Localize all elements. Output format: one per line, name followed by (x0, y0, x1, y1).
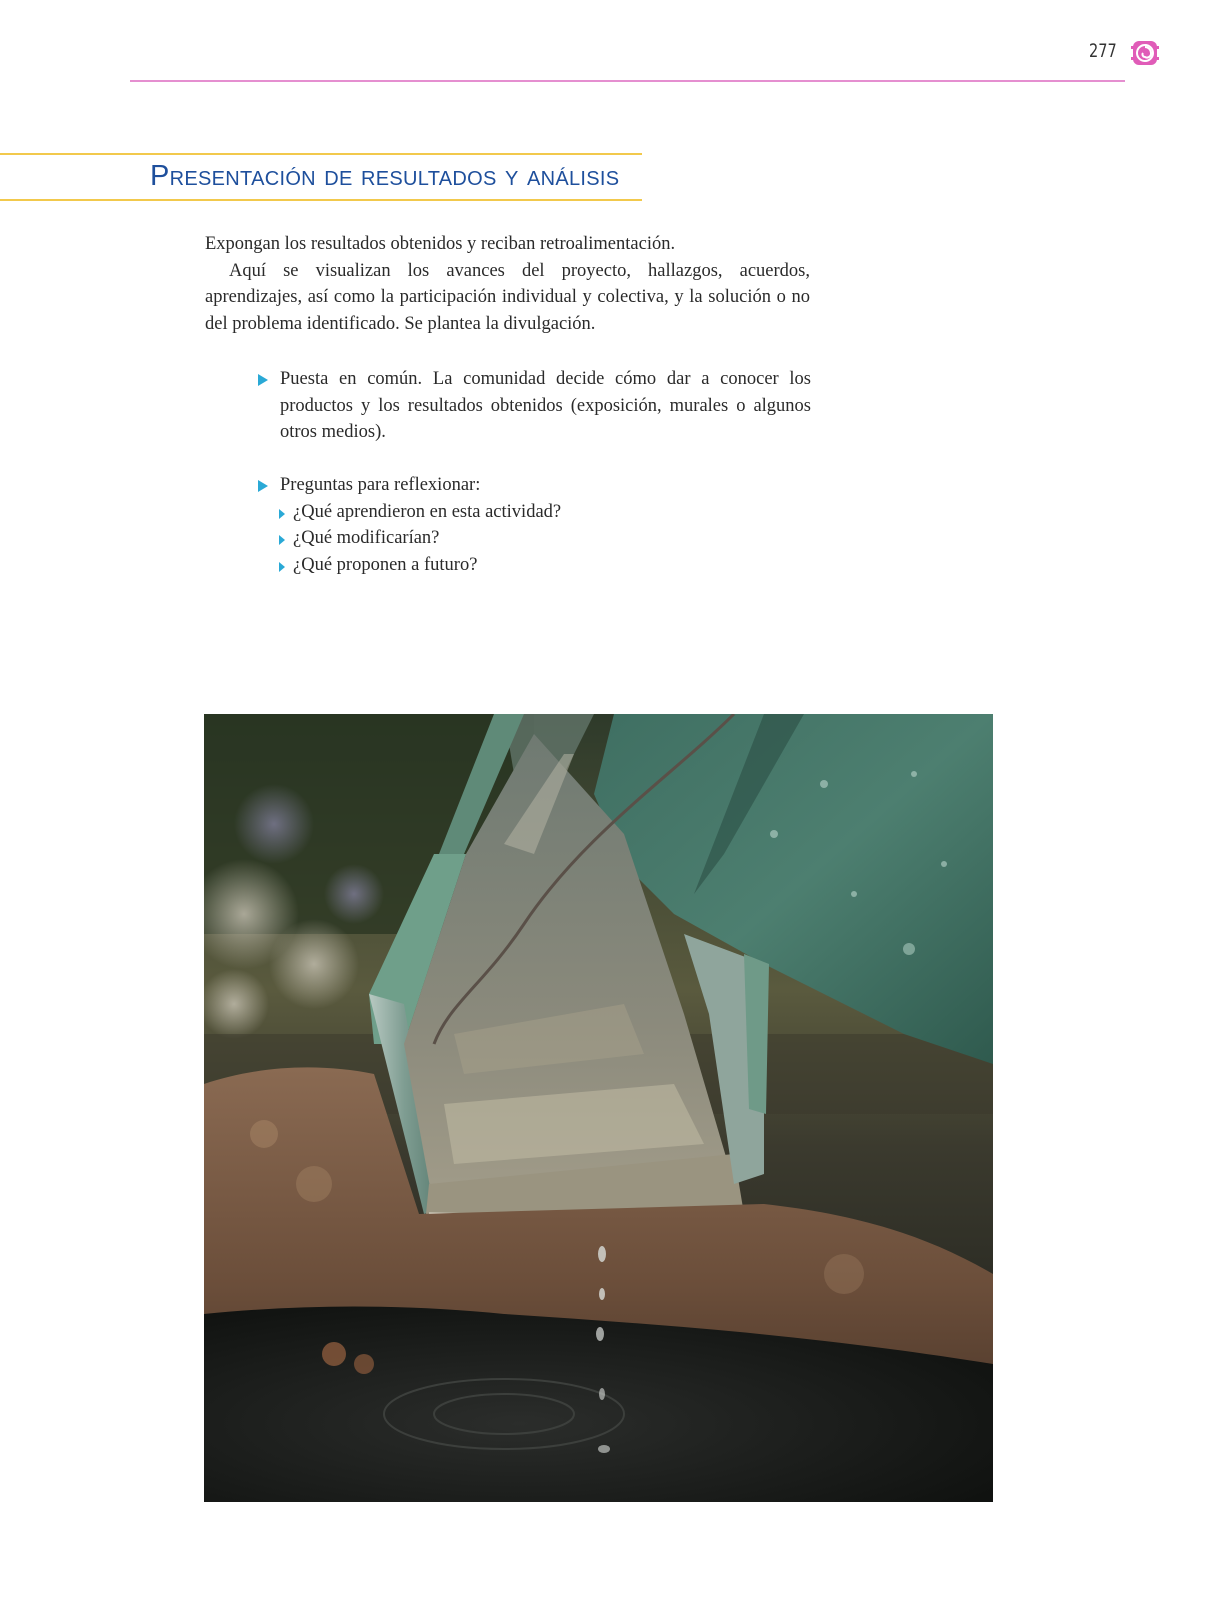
section-title-rule-top (0, 153, 642, 155)
section-title: Presentación de resultados y análisis (150, 160, 620, 192)
list-item (258, 552, 811, 579)
intro-paragraph-1: Expongan los resultados obtenidos y reciban retroalimentación. (205, 234, 676, 254)
triangle-bullet-icon (279, 535, 285, 545)
header-divider (130, 80, 1125, 82)
question-text: ¿Qué proponen a futuro? (293, 554, 478, 575)
page-number: 277 (1089, 40, 1117, 62)
bullet-preguntas (258, 472, 811, 578)
bullet-puesta-en-comun (258, 366, 811, 446)
bullet-item (258, 472, 811, 499)
rain-gutter-photo (204, 714, 993, 1502)
bullet-text: Preguntas para reflexionar: (280, 475, 481, 495)
list-item (258, 499, 811, 526)
list-item (258, 525, 811, 552)
question-text: ¿Qué modificarían? (293, 528, 440, 548)
page-ornament-icon (1130, 38, 1160, 68)
intro-paragraph-2: Aquí se visualizan los avances del proyecto, hallazgos, acuerdos, aprendizajes, así como la participación individual y colectiva, y la solución o no del problema identificado. Se plantea la divulgación. (205, 260, 810, 334)
bullet-item (258, 366, 811, 446)
bullet-text: Puesta en común. La comunidad decide cómo dar a conocer los productos y los resultados obtenidos (exposición, murales o algunos otros medios). (280, 369, 811, 442)
triangle-bullet-icon (279, 509, 285, 519)
question-text: ¿Qué aprendieron en esta actividad? (293, 501, 562, 522)
section-title-rule-bottom (0, 199, 642, 201)
triangle-bullet-icon (258, 374, 268, 386)
reflection-questions (258, 499, 811, 579)
intro-text (205, 231, 810, 337)
triangle-bullet-icon (279, 562, 285, 572)
triangle-bullet-icon (258, 480, 268, 492)
